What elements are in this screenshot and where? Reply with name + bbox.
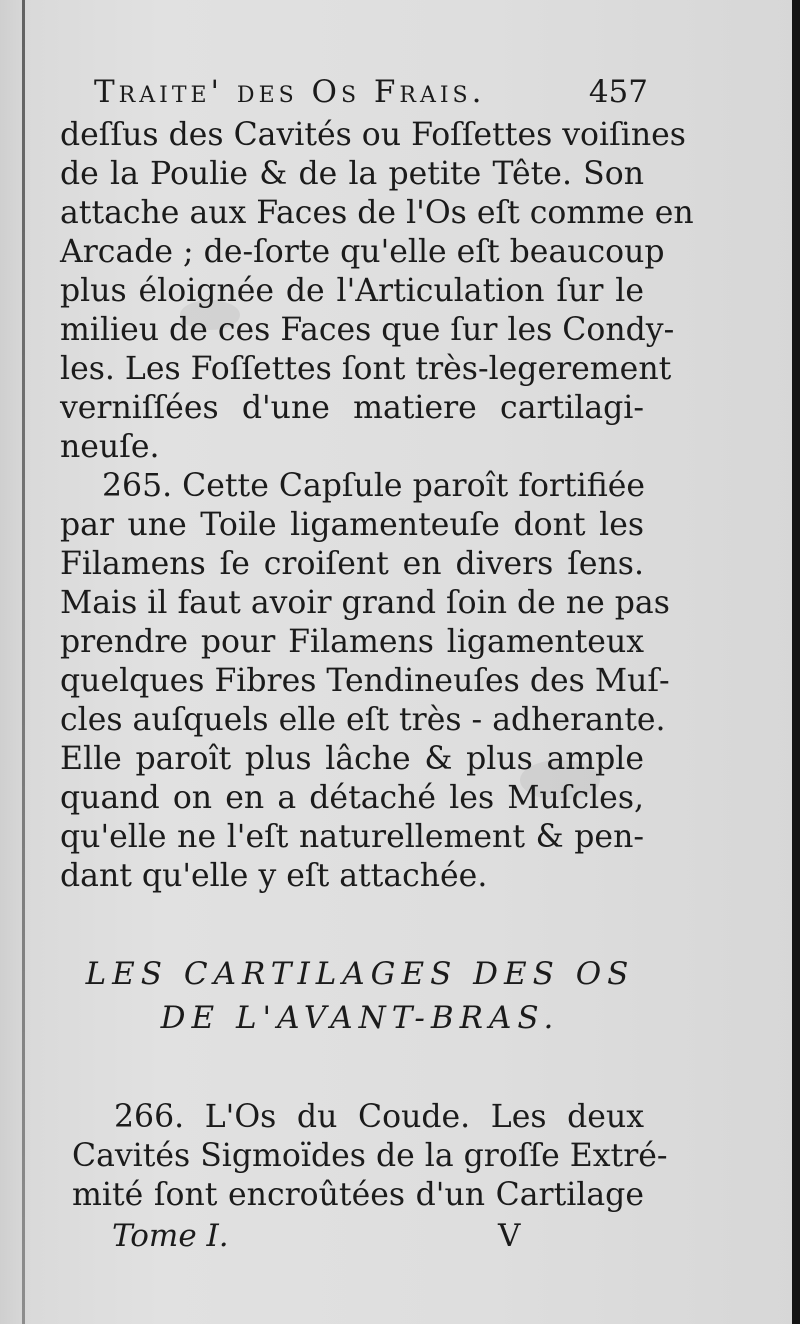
text-line: Elle paroît plus lâche & plus ample xyxy=(60,741,644,777)
page-right-edge xyxy=(792,0,800,1324)
running-head xyxy=(88,72,648,120)
text-line: neuſe. xyxy=(60,429,160,465)
text-line: Arcade ; de-ſorte qu'elle eſt beaucoup xyxy=(60,234,665,270)
text-line: quelques Fibres Tendineuſes des Muſ- xyxy=(60,663,670,699)
text-line: par une Toile ligamenteuſe dont les xyxy=(60,507,644,543)
text-line: Filamens ſe croiſent en divers ſens. xyxy=(60,546,644,582)
main-text-block xyxy=(60,116,694,896)
paragraph-266-start: 266. L'Os du Coude. Les deux xyxy=(114,1099,644,1135)
text-line: verniſſées d'une matiere cartilagi- xyxy=(60,390,644,426)
running-title: Traite' des Os Frais. xyxy=(94,74,486,110)
text-line: dant qu'elle y eſt attachée. xyxy=(60,858,488,894)
section-heading-line-2: DE L'AVANT-BRAS. xyxy=(160,1000,560,1036)
text-line: Cavités Sigmoïdes de la groſſe Extré- xyxy=(72,1138,668,1174)
text-line: plus éloignée de l'Articulation ſur le xyxy=(60,273,644,309)
text-line: milieu de ces Faces que ſur les Condy- xyxy=(60,312,675,348)
section-heading xyxy=(70,952,650,1040)
tome-label: Tome I. xyxy=(112,1218,229,1254)
text-line: attache aux Faces de l'Os eſt comme en xyxy=(60,195,694,231)
text-line: cles auſquels elle eſt très - adherante. xyxy=(60,702,666,738)
page-number: 457 xyxy=(588,74,648,110)
text-line: deſſus des Cavités ou Foſſettes voiſines xyxy=(60,117,686,153)
page-gutter-line xyxy=(22,0,25,1324)
paragraph-266 xyxy=(72,1098,668,1215)
text-line: les. Les Foſſettes ſont très-legerement xyxy=(60,351,672,387)
text-line: Mais il faut avoir grand ſoin de ne pas xyxy=(60,585,670,621)
text-line: mité ſont encroûtées d'un Cartilage xyxy=(72,1177,644,1213)
footer-signature-line xyxy=(112,1218,532,1258)
text-line: qu'elle ne l'eſt naturellement & pen- xyxy=(60,819,644,855)
text-line: de la Poulie & de la petite Tête. Son xyxy=(60,156,644,192)
paragraph-265-start: 265. Cette Capſule paroît fortifiée xyxy=(102,468,646,504)
text-line: prendre pour Filamens ligamenteux xyxy=(60,624,644,660)
signature-mark: V xyxy=(498,1218,521,1254)
section-heading-line-1: LES CARTILAGES DES OS xyxy=(85,956,635,992)
text-line: quand on en a détaché les Muſcles, xyxy=(60,780,644,816)
